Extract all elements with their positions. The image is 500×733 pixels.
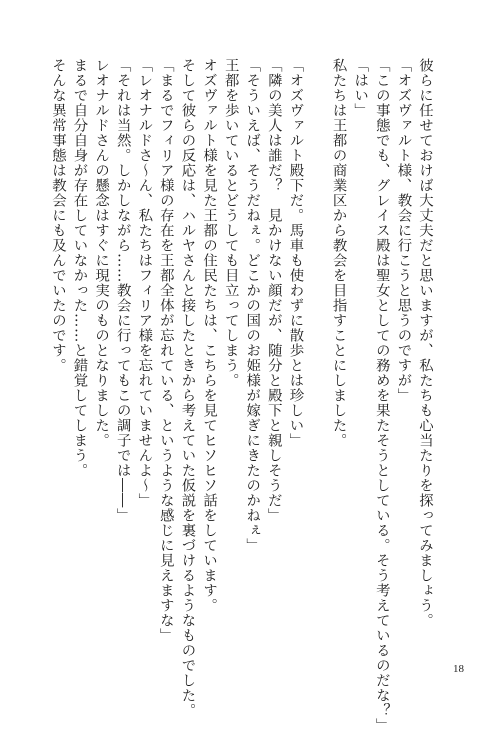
text-line: 「オズヴァルト様、教会に行こうと思うのですが」 <box>395 58 412 403</box>
text-line: そんな異常事態は教会にも及んでいたのです。 <box>49 58 66 373</box>
text-line: 王都を歩いているとどうしても目立ってしまう。 <box>222 58 239 388</box>
text-line: 「レオナルドさ～ん、私たちはフィリア様を忘れていませんよ～」 <box>136 58 153 508</box>
paragraph-gap <box>305 58 327 658</box>
vertical-text-body <box>46 58 435 733</box>
text-line: 「はい」 <box>352 58 369 118</box>
text-line: 「それは当然。しかしながら……教会に行ってもこの調子では――」 <box>114 58 131 523</box>
text-line: オズヴァルト様を見た王都の住民たちは、こちらを見てヒソヒソ話をしています。 <box>201 58 218 613</box>
text-line: 「まるでフィリア様の存在を王都全体が忘れている、というような感じに見えますな」 <box>157 58 174 643</box>
text-line: 「この事態でも、グレイス殿は聖女としての務めを果たそうとしている。そう考えているのだな？」 <box>373 58 390 733</box>
page-number: 18 <box>453 663 464 675</box>
text-line: レオナルドさんの懸念はすぐに現実のものとなりました。 <box>93 58 110 448</box>
text-line: 「隣の美人は誰だ？ 見かけない顔だが、随分と殿下と親しそうだ」 <box>265 58 282 523</box>
text-line: 「そういえば、そうだねぇ。どこかの国のお姫様が嫁ぎにきたのかねぇ」 <box>244 58 261 553</box>
text-line: 彼らに任せておけば大丈夫だと思いますが、私たちも心当たりを探ってみましょう。 <box>417 58 433 628</box>
text-line: そして彼らの反応は、ハルヤさんと接したときから考えていた仮説を裏づけるようなものでした。 <box>179 58 196 718</box>
text-line: 私たちは王都の商業区から教会を目指すことにしました。 <box>330 58 347 448</box>
text-line: 「オズヴァルト殿下だ。馬車も使わずに散歩とは珍しい」 <box>287 58 304 448</box>
text-line: まるで自分自身が存在していなかった……と錯覚してしまう。 <box>71 58 88 478</box>
